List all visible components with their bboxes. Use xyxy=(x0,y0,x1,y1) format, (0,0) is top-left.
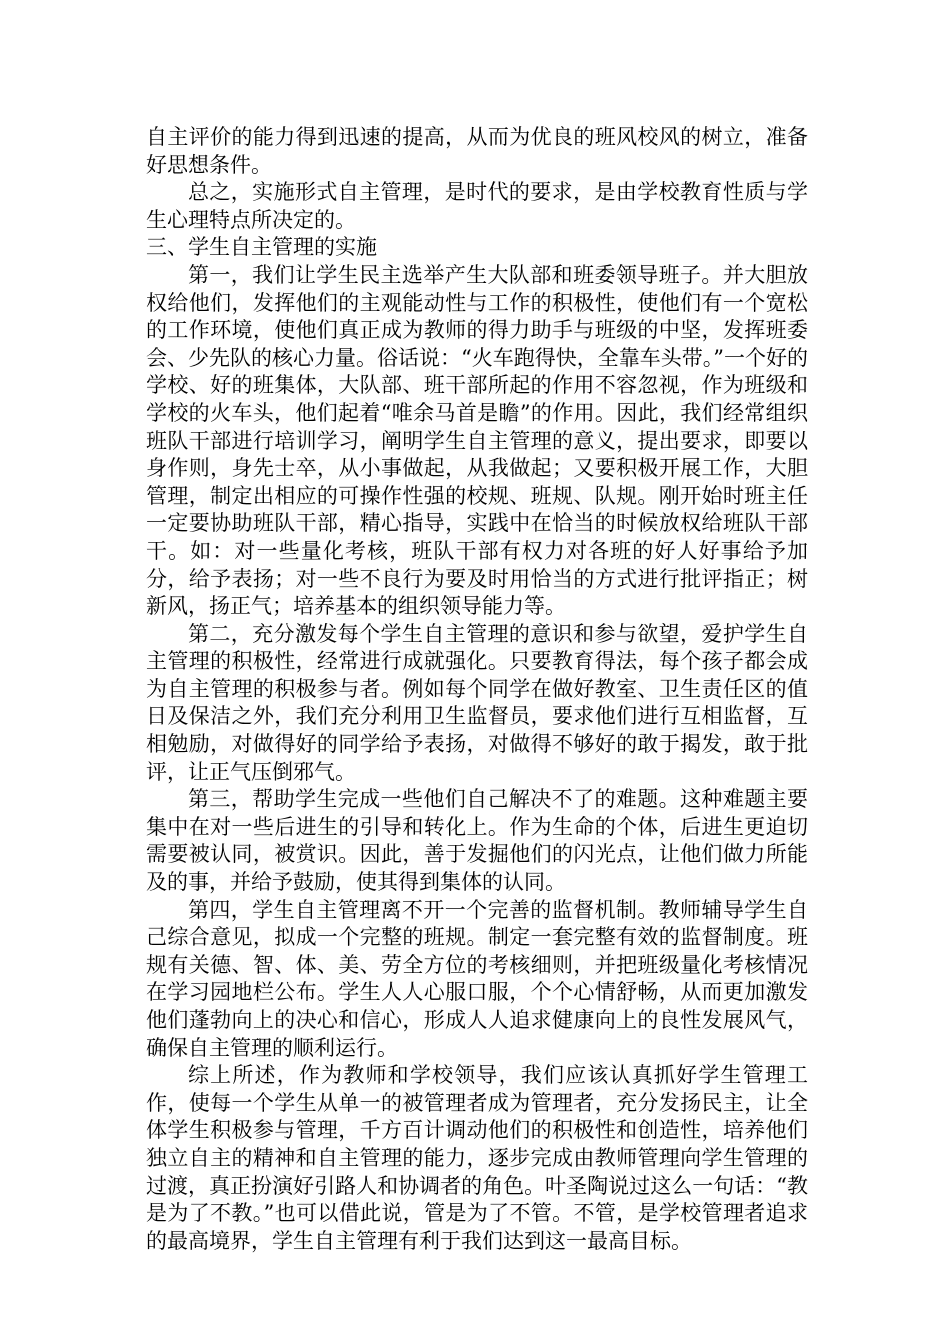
paragraph-second: 第二，充分激发每个学生自主管理的意识和参与欲望，爱护学生自主管理的积极性，经常进行成就强化。只要教育得法，每个孩子都会成为自主管理的积极参与者。例如每个同学在做好教室、卫生责任区的值日及保洁之外，我们充分利用卫生监督员，要求他们进行互相监督，互相勉励，对做得好的同学给予表扬，对做得不够好的敢于揭发，敢于批评，让正气压倒邪气。 xyxy=(146,621,808,784)
document-body xyxy=(146,124,808,1255)
paragraph-fourth: 第四，学生自主管理离不开一个完善的监督机制。教师辅导学生自己综合意见，拟成一个完整的班规。制定一套完整有效的监督制度。班规有关德、智、体、美、劳全方位的考核细则，并把班级量化考核情况在学习园地栏公布。学生人人心服口服，个个心情舒畅，从而更加激发他们蓬勃向上的决心和信心，形成人人追求健康向上的良性发展风气，确保自主管理的顺利运行。 xyxy=(146,897,808,1060)
paragraph-conclusion: 综上所述，作为教师和学校领导，我们应该认真抓好学生管理工作，使每一个学生从单一的被管理者成为管理者，充分发扬民主，让全体学生积极参与管理，千方百计调动他们的积极性和创造性，培养他们独立自主的精神和自主管理的能力，逐步完成由教师管理向学生管理的过渡，真正扮演好引路人和协调者的角色。叶圣陶说过这么一句话：“教是为了不教。”也可以借此说，管是为了不管。不管，是学校管理者追求的最高境界，学生自主管理有利于我们达到这一最高目标。 xyxy=(146,1063,808,1253)
paragraph-summary: 总之，实施形式自主管理，是时代的要求，是由学校教育性质与学生心理特点所决定的。 xyxy=(146,180,808,232)
paragraph-continuation: 自主评价的能力得到迅速的提高，从而为优良的班风校风的树立，准备好思想条件。 xyxy=(146,125,808,177)
paragraph-third: 第三，帮助学生完成一些他们自己解决不了的难题。这种难题主要集中在对一些后进生的引导和转化上。作为生命的个体，后进生更迫切需要被认同，被赏识。因此，善于发掘他们的闪光点，让他们做力所能及的事，并给予鼓励，使其得到集体的认同。 xyxy=(146,787,808,895)
paragraph-first: 第一，我们让学生民主选举产生大队部和班委领导班子。并大胆放权给他们，发挥他们的主观能动性与工作的积极性，使他们有一个宽松的工作环境，使他们真正成为教师的得力助手与班级的中坚，发挥班委会、少先队的核心力量。俗话说：“火车跑得快，全靠车头带。”一个好的学校、好的班集体，大队部、班干部所起的作用不容忽视，作为班级和学校的火车头，他们起着“唯余马首是瞻”的作用。因此，我们经常组织班队干部进行培训学习，阐明学生自主管理的意义，提出要求，即要以身作则，身先士卒，从小事做起，从我做起；又要积极开展工作，大胆管理，制定出相应的可操作性强的校规、班规、队规。刚开始时班主任一定要协助班队干部，精心指导，实践中在恰当的时候放权给班队干部干。如：对一些量化考核，班队干部有权力对各班的好人好事给予加分，给予表扬；对一些不良行为要及时用恰当的方式进行批评指正；树新风，扬正气；培养基本的组织领导能力等。 xyxy=(146,262,808,619)
section-heading: 三、学生自主管理的实施 xyxy=(146,235,377,260)
